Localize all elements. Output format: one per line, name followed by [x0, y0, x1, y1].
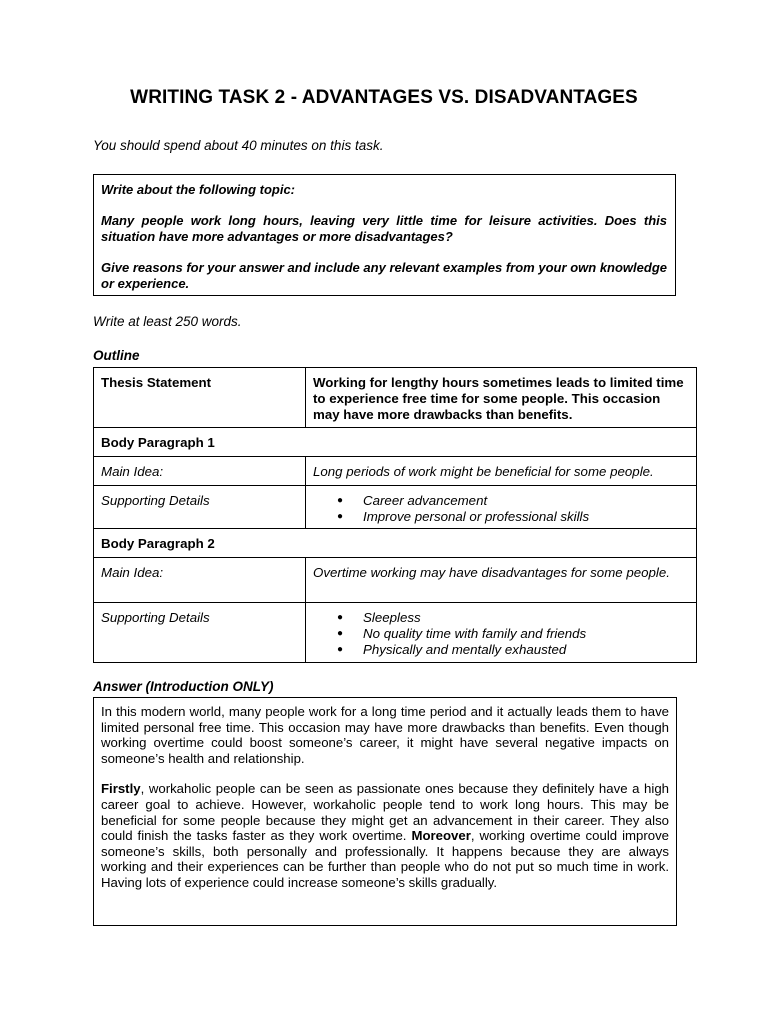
body2-heading-row [94, 529, 697, 558]
list-item: ● Improve personal or professional skills [337, 509, 689, 525]
body2-details-list [313, 610, 689, 658]
body1-details [306, 486, 697, 529]
list-item: ● Physically and mentally exhausted [337, 642, 689, 658]
body2-heading: Body Paragraph 2 [94, 529, 697, 558]
body2-details-row [94, 603, 697, 663]
topic-box [93, 174, 676, 296]
body1-details-label: Supporting Details [94, 486, 306, 529]
body-text-part1: , workaholic people can be seen as passionate ones because they definitely have a high career goal to achieve. However, workaholic people tend to work long hours. This may be beneficial for some people because they might get an advancement in their career. They also could finish the tasks faster as they work overtime. [101, 781, 669, 844]
body1-details-list [313, 493, 689, 525]
page-title: WRITING TASK 2 - ADVANTAGES VS. DISADVANTAGES [130, 87, 638, 108]
firstly-keyword: Firstly [101, 781, 141, 797]
list-item: ● No quality time with family and friends [337, 626, 689, 642]
body2-main-idea: Overtime working may have disadvantages for some people. [306, 558, 697, 603]
body2-main-idea-label: Main Idea: [94, 558, 306, 603]
body2-details-label: Supporting Details [94, 603, 306, 663]
outline-table [93, 367, 697, 663]
topic-guidance: Give reasons for your answer and include any relevant examples from your own knowledge or experience. [101, 260, 667, 291]
answer-intro-paragraph: In this modern world, many people work for a long time period and it actually leads them to have limited personal free time. This occasion may have more drawbacks than benefits. Even though working overtime could boost someone’s career, it might have several negative impacts on someone’s health and relationship. [101, 704, 669, 766]
word-count-note: Write at least 250 words. [93, 314, 242, 329]
topic-heading: Write about the following topic: [101, 182, 296, 197]
body1-main-idea-row [94, 457, 697, 486]
topic-question: Many people work long hours, leaving very little time for leisure activities. Does this situation have more advantages or more disadvantages? [101, 213, 667, 244]
body1-main-idea-label: Main Idea: [94, 457, 306, 486]
body2-details [306, 603, 697, 663]
list-item: ● Sleepless [337, 610, 689, 626]
thesis-label: Thesis Statement [94, 368, 306, 428]
thesis-row [94, 368, 697, 428]
thesis-text: Working for lengthy hours sometimes leads to limited time to experience free time for some people. This occasion may have more drawbacks than benefits. [306, 368, 697, 428]
body-text-part2: , working overtime could improve someone’s skills, both personally and professionally. It happens because they are always working and their experiences can be further than people who do not put so much time in work. Having lots of experience could increase someone’s skills gradually. [101, 828, 670, 890]
body1-details-row [94, 486, 697, 529]
answer-body-paragraph [101, 781, 669, 890]
list-item: ● Career advancement [337, 493, 689, 509]
answer-label: Answer (Introduction ONLY) [93, 679, 274, 694]
answer-box [93, 697, 677, 926]
outline-label: Outline [93, 348, 140, 363]
moreover-keyword: Moreover [411, 828, 471, 844]
body2-main-idea-row [94, 558, 697, 603]
body1-heading-row [94, 428, 697, 457]
body1-main-idea: Long periods of work might be beneficial for some people. [306, 457, 697, 486]
time-instruction: You should spend about 40 minutes on this task. [93, 138, 384, 153]
body1-heading: Body Paragraph 1 [94, 428, 697, 457]
